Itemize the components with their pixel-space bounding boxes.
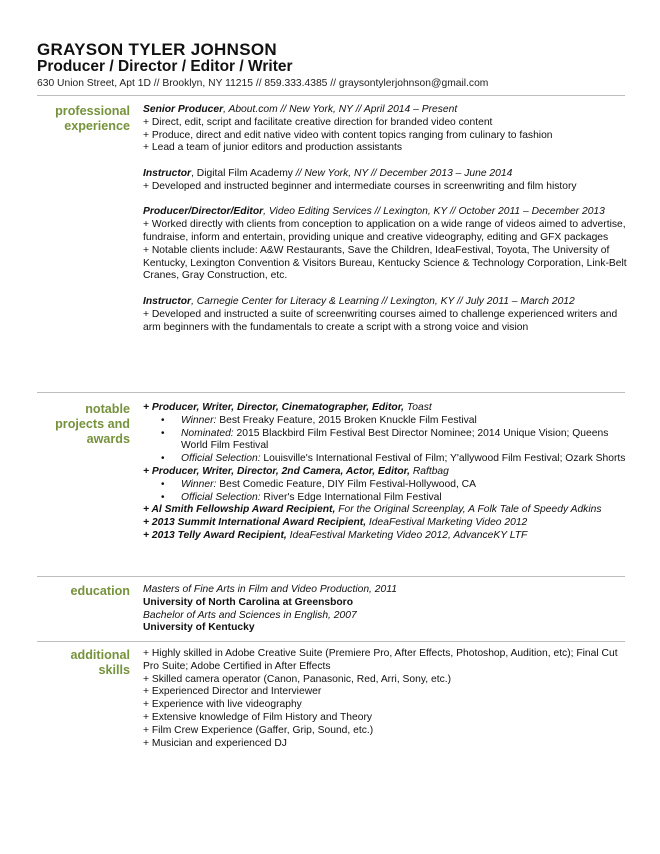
award-detail: IdeaFestival Marketing Video 2012	[366, 517, 528, 529]
skill-item: + Musician and experienced DJ	[143, 737, 287, 749]
divider	[37, 392, 625, 393]
section-label-experience	[37, 104, 130, 134]
award-name: + Al Smith Fellowship Award Recipient,	[143, 504, 336, 516]
list-item	[143, 428, 627, 454]
section-label-line: experience	[64, 119, 130, 133]
project-roles: + Producer, Writer, Director, Cinematographer, Editor,	[143, 402, 405, 413]
job-bullet: + Lead a team of junior editors and production assistants	[143, 142, 403, 154]
project-roles: + Producer, Writer, Director, 2nd Camera, Actor, Editor,	[143, 465, 410, 477]
divider	[37, 95, 625, 96]
list-item	[143, 415, 627, 428]
job-details: , Video Editing Services // Lexington, KY // October 2011 – December 2013	[263, 206, 605, 218]
skill-item: + Skilled camera operator (Canon, Panasonic, Red, Arri, Sony, etc.)	[143, 673, 452, 685]
skill-item: + Experienced Director and Interviewer	[143, 686, 322, 698]
candidate-title: Producer / Director / Editor / Writer	[37, 58, 293, 75]
divider	[37, 641, 625, 642]
project-title: Raftbag	[409, 465, 449, 477]
award-text: Louisville's International Festival of Film; Y'allywood Film Festival; Ozark Shorts	[260, 453, 626, 465]
project-title: Toast	[404, 402, 432, 413]
section-label-education: education	[70, 584, 130, 598]
award-line	[143, 504, 627, 517]
school: University of North Carolina at Greensboro	[143, 596, 353, 608]
job-role: Instructor	[143, 295, 192, 307]
school: University of Kentucky	[143, 622, 255, 634]
award-tag: Official Selection:	[181, 453, 261, 465]
job-details: , About.com // New York, NY // April 2014 – Present	[223, 104, 458, 115]
project-awards-list	[143, 479, 627, 505]
job-bullet: + Notable clients include: A&W Restaurants, Save the Children, IdeaFestival, Toyota, The University of Kentucky, Lexington Convention & Visitors Bureau, Kentucky Science & Technology Corporation, Link-Belt Cranes, Gray Construction, etc.	[143, 244, 627, 282]
job-bullet: + Direct, edit, script and facilitate creative direction for branded video content	[143, 116, 493, 128]
job-org: , Digital Film Academy	[191, 167, 293, 179]
award-name: + 2013 Telly Award Recipient,	[143, 529, 287, 541]
projects-body	[143, 402, 627, 543]
job-entry	[143, 104, 627, 155]
award-text: 2015 Blackbird Film Festival Best Director Nominee; 2014 Unique Vision; Queens World Film Festival	[181, 427, 609, 452]
degree: Masters of Fine Arts in Film and Video Production, 2011	[143, 584, 397, 595]
job-entry	[143, 296, 627, 334]
section-label-line: professional	[55, 104, 130, 118]
job-role: Senior Producer	[143, 104, 224, 115]
award-name: + 2013 Summit International Award Recipient,	[143, 517, 367, 529]
list-item	[143, 479, 627, 492]
list-item	[143, 453, 627, 466]
candidate-name: GRAYSON TYLER JOHNSON	[37, 40, 277, 59]
award-text: River's Edge International Film Festival	[260, 491, 442, 503]
job-bullet: + Developed and instructed a suite of screenwriting courses aimed to challenge experienced writers and arm beginners with the fundamentals to create a script with a strong voice and vision	[143, 308, 618, 333]
section-label-line: awards	[86, 432, 130, 446]
award-text: Best Comedic Feature, DIY Film Festival-Hollywood, CA	[216, 478, 476, 490]
section-label-line: additional	[70, 648, 130, 662]
section-label-line: notable	[85, 402, 130, 416]
award-detail: For the Original Screenplay, A Folk Tale of Speedy Adkins	[335, 504, 602, 516]
education-body	[143, 584, 627, 635]
award-tag: Winner:	[181, 414, 217, 426]
project-awards-list	[143, 415, 627, 466]
project-heading	[143, 466, 627, 479]
award-text: Best Freaky Feature, 2015 Broken Knuckle Film Festival	[216, 414, 477, 426]
skills-body	[143, 648, 627, 750]
skill-item: + Experience with live videography	[143, 699, 302, 711]
job-role: Producer/Director/Editor	[143, 206, 264, 218]
section-label-line: skills	[98, 663, 130, 677]
skill-item: + Film Crew Experience (Gaffer, Grip, Sound, etc.)	[143, 724, 374, 736]
job-details: , Carnegie Center for Literacy & Learning // Lexington, KY // July 2011 – March 2012	[191, 295, 575, 307]
section-label-line: projects and	[55, 417, 130, 431]
degree: Bachelor of Arts and Sciences in English, 2007	[143, 609, 357, 621]
award-tag: Official Selection:	[181, 491, 261, 503]
job-entry	[143, 168, 627, 194]
list-item	[143, 492, 627, 505]
skill-item: + Highly skilled in Adobe Creative Suite (Premiere Pro, After Effects, Photoshop, Audition, etc); Final Cut Pro Suite; Adobe Certified in After Effects	[143, 648, 618, 672]
job-entry	[143, 206, 627, 283]
award-tag: Winner:	[181, 478, 217, 490]
divider	[37, 576, 625, 577]
project-heading	[143, 402, 627, 415]
award-line	[143, 517, 627, 530]
contact-line: 630 Union Street, Apt 1D // Brooklyn, NY 11215 // 859.333.4385 // graysontylerjohnson@gmail.com	[37, 78, 489, 89]
job-role: Instructor	[143, 167, 192, 179]
award-tag: Nominated:	[181, 427, 234, 439]
award-line	[143, 530, 627, 543]
job-bullet: + Worked directly with clients from conception to application on a wide range of videos aimed to advertise, fundraise, inform and entertain, providing unique and creative videography, editing and GFX packages	[143, 219, 626, 243]
award-detail: IdeaFestival Marketing Video 2012, AdvanceKY LTF	[286, 529, 528, 541]
job-bullet: + Produce, direct and edit native video with content topics ranging from culinary to fashion	[143, 129, 553, 141]
job-details: // New York, NY // December 2013 – June 2014	[292, 167, 513, 179]
experience-body	[143, 104, 627, 334]
section-label-projects	[37, 402, 130, 447]
skill-item: + Extensive knowledge of Film History and Theory	[143, 711, 373, 723]
job-bullet: + Developed and instructed beginner and intermediate courses in screenwriting and film history	[143, 180, 577, 192]
section-label-skills	[37, 648, 130, 678]
